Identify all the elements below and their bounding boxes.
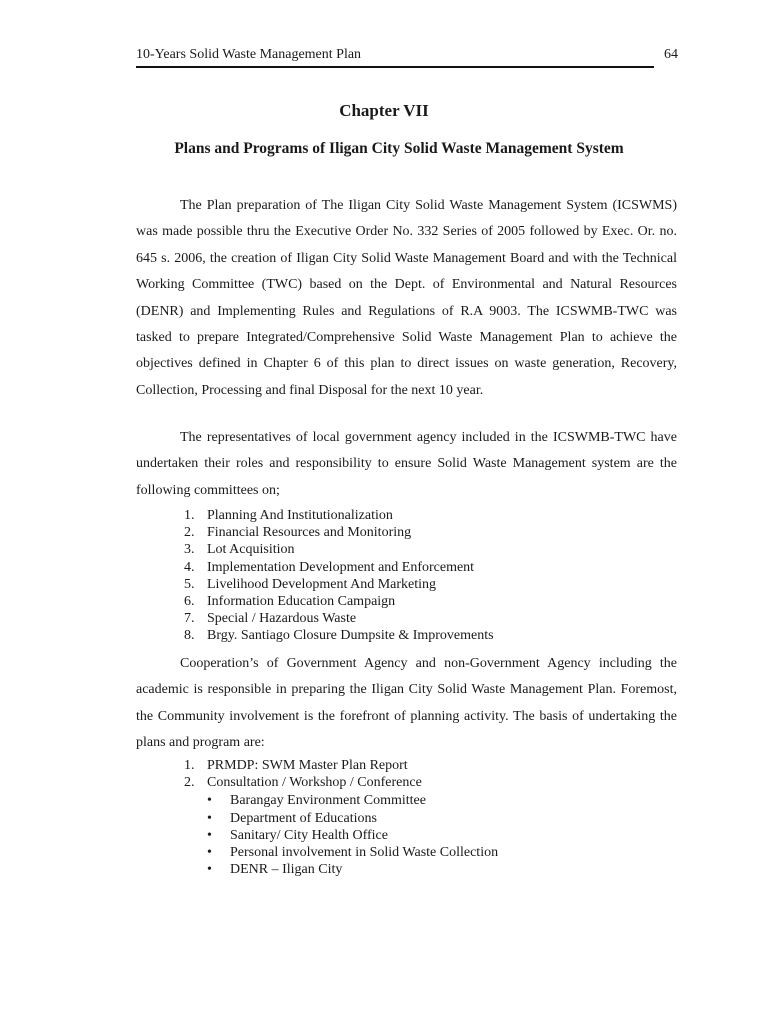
bullet-icon: •: [207, 862, 212, 878]
page-header: [136, 44, 678, 68]
bullet-icon: •: [207, 810, 212, 826]
list-item: 3. Lot Acquisition: [184, 542, 295, 558]
bullet-item: • Barangay Environment Committee: [207, 793, 426, 809]
bullet-item: • DENR – Iligan City: [207, 862, 343, 878]
paragraph-cooperation: Cooperation’s of Government Agency and non-Government Agency including the academic is responsible in preparing the Iligan City Solid Waste Management Plan. Foremost, the Community involvement is the forefront of planning activity. The basis of undertaking the plans and program are:: [136, 656, 677, 751]
bullet-icon: •: [207, 845, 212, 861]
bullet-item: • Sanitary/ City Health Office: [207, 827, 388, 843]
list-item: 6. Information Education Campaign: [184, 594, 396, 610]
consultation-bullets: [184, 792, 498, 878]
paragraph-representatives: The representatives of local government agency included in the ICSWMB-TWC have undertaken their roles and responsibility to ensure Solid Waste Management system are the following committees on;: [136, 430, 677, 498]
committees-list: [184, 507, 494, 645]
list-item: 1. Planning And Institutionalization: [184, 508, 393, 523]
header-title: 10-Years Solid Waste Management Plan: [136, 47, 362, 62]
basis-list: [184, 757, 498, 878]
list-item: 4. Implementation Development and Enforcement: [184, 559, 475, 575]
bullet-item: • Department of Educations: [207, 810, 377, 826]
bullet-icon: •: [207, 827, 212, 843]
bullet-icon: •: [207, 793, 212, 809]
list-item: 8. Brgy. Santiago Closure Dumpsite & Improvements: [184, 628, 494, 644]
list-item: 2. Consultation / Workshop / Conference: [184, 775, 422, 791]
paragraph-plan-preparation: The Plan preparation of The Iligan City Solid Waste Management System (ICSWMS) was made possible thru the Executive Order No. 332 Series of 2005 followed by Exec. Or. no. 645 s. 2006, the creation of Iligan City Solid Waste Management Board and with the Technical Working Committee (TWC) based on the Dept. of Environmental and Natural Resources (DENR) and Implementing Rules and Regulations of R.A 9003. The ICSWMB-TWC was tasked to prepare Integrated/Comprehensive Solid Waste Management Plan to achieve the objectives defined in Chapter 6 of this plan to direct issues on waste generation, Recovery, Collection, Processing and final Disposal for the next 10 year.: [136, 198, 677, 398]
page-number: 64: [664, 47, 678, 62]
sublist-container: [184, 792, 498, 878]
list-item: 1. PRMDP: SWM Master Plan Report: [184, 758, 408, 773]
chapter-title: Plans and Programs of Iligan City Solid Waste Management System: [174, 140, 624, 157]
bullet-item: • Personal involvement in Solid Waste Collection: [207, 845, 499, 861]
list-item: 7. Special / Hazardous Waste: [184, 611, 357, 627]
list-item: 5. Livelihood Development And Marketing: [184, 576, 437, 592]
list-item: 2. Financial Resources and Monitoring: [184, 525, 412, 541]
chapter-number: Chapter VII: [339, 101, 429, 120]
